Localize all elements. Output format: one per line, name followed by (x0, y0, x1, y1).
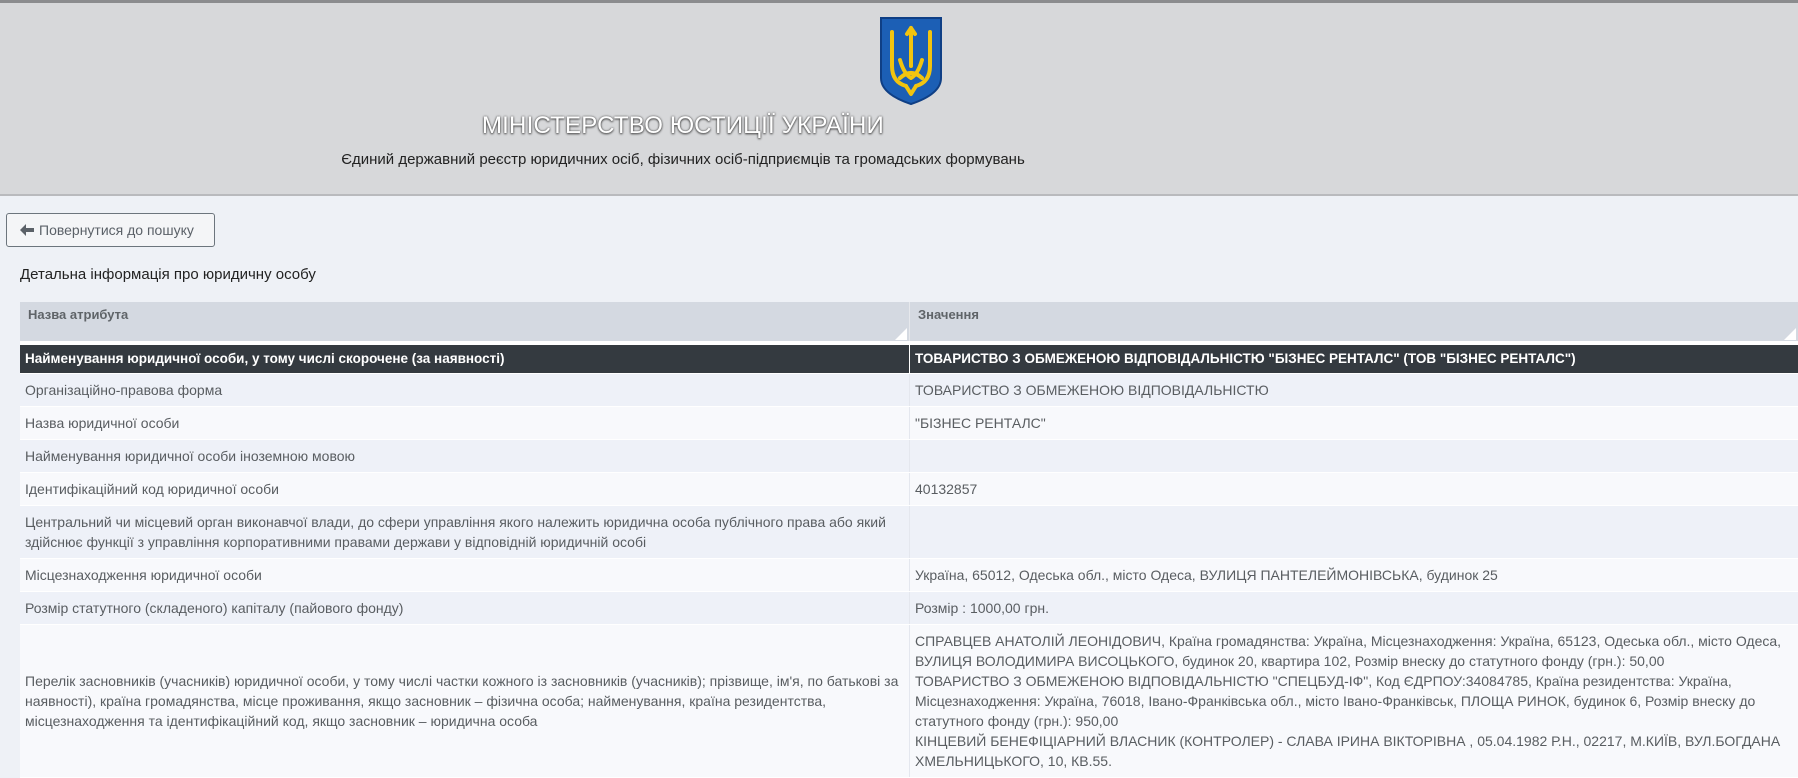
value-cell (909, 506, 1798, 558)
attribute-cell: Центральний чи місцевий орган виконавчої влади, до сфери управління якого належить юридична особа публічного права або який здійснює функції з управління корпоративними правами держави у відповідній юридичній особі (25, 514, 886, 550)
ukraine-coat-of-arms-icon (878, 16, 944, 106)
table-row (20, 592, 1798, 625)
arrow-left-icon (19, 224, 35, 236)
value-column-header[interactable]: Значення (909, 302, 1798, 341)
back-button-label: Повернутися до пошуку (39, 222, 194, 238)
section-title: Детальна інформація про юридичну особу (20, 266, 316, 283)
attribute-cell: Назва юридичної особи (25, 415, 180, 431)
attribute-cell: Місцезнаходження юридичної особи (25, 567, 262, 583)
site-header (0, 0, 1798, 196)
attribute-column-header[interactable]: Назва атрибута (20, 302, 909, 341)
attribute-cell: Перелік засновників (учасників) юридичної особи, у тому числі частки кожного із засновників (учасників); прізвище, ім'я, по батькові за наявності), країна громадянства, місце проживання, якщо засновник – фізична особа; найменування, країна резидентства, місцезнаходження та ідентифікаційний код, якщо засновник – юридична особа (25, 673, 899, 729)
founder-entry: ТОВАРИСТВО З ОБМЕЖЕНОЮ ВІДПОВІДАЛЬНІСТЮ "СПЕЦБУД-ІФ", Код ЄДРПОУ:34084785, Країна резидентства: Україна, Місцезнаходження: Україна, 76018, Івано-Франківська обл., місто Івано-Франківськ, ПЛОЩА РИНОК, будинок 6, Розмір внеску до статутного фонду (грн.): 950,00 (915, 673, 1756, 729)
value-cell: "БІЗНЕС РЕНТАЛС" (909, 407, 1798, 439)
table-row (20, 506, 1798, 559)
details-table (20, 302, 1798, 778)
attribute-cell: Ідентифікаційний код юридичної особи (25, 481, 279, 497)
table-row (20, 407, 1798, 440)
table-row (20, 559, 1798, 592)
attribute-cell: Найменування юридичної особи, у тому числі скорочене (за наявності) (25, 351, 505, 366)
founder-entry: СПРАВЦЕВ АНАТОЛІЙ ЛЕОНІДОВИЧ, Країна громадянства: Україна, Місцезнаходження: Україна, 65123, Одеська обл., місто Одеса, ВУЛИЦЯ ВОЛОДИМИРА ВИСОЦЬКОГО, будинок 20, квартира 102, Розмір внеску до статутного фонду (грн.): 50,00 (915, 633, 1782, 669)
value-cell: ТОВАРИСТВО З ОБМЕЖЕНОЮ ВІДПОВІДАЛЬНІСТЮ "БІЗНЕС РЕНТАЛС" (ТОВ "БІЗНЕС РЕНТАЛС") (909, 345, 1798, 373)
attribute-cell: Найменування юридичної особи іноземною мовою (25, 448, 356, 464)
table-row (20, 345, 1798, 374)
value-cell: ТОВАРИСТВО З ОБМЕЖЕНОЮ ВІДПОВІДАЛЬНІСТЮ (909, 374, 1798, 406)
founders-value-cell (909, 625, 1798, 777)
registry-subtitle: Єдиний державний реєстр юридичних осіб, фізичних осіб-підприємців та громадських формувань (341, 151, 1025, 168)
table-row (20, 374, 1798, 407)
table-row (20, 625, 1798, 778)
sort-corner-icon (1784, 328, 1796, 340)
table-row (20, 473, 1798, 506)
attribute-cell: Розмір статутного (складеного) капіталу (пайового фонду) (25, 600, 404, 616)
value-cell: Україна, 65012, Одеська обл., місто Одеса, ВУЛИЦЯ ПАНТЕЛЕЙМОНІВСЬКА, будинок 25 (909, 559, 1798, 591)
value-cell: 40132857 (909, 473, 1798, 505)
ministry-title: МІНІСТЕРСТВО ЮСТИЦІЇ УКРАЇНИ (481, 112, 884, 139)
value-cell: Розмір : 1000,00 грн. (909, 592, 1798, 624)
table-header (20, 302, 1798, 345)
attribute-cell: Організаційно-правова форма (25, 382, 223, 398)
sort-corner-icon (895, 328, 907, 340)
value-cell (909, 440, 1798, 472)
beneficiary-entry: КІНЦЕВИЙ БЕНЕФІЦІАРНИЙ ВЛАСНИК (КОНТРОЛЕР) - СЛАВА ІРИНА ВІКТОРІВНА , 05.04.1982 Р.Н., 02217, М.КИЇВ, ВУЛ.БОГДАНА ХМЕЛЬНИЦЬКОГО, 10, КВ.55. (915, 733, 1781, 769)
back-to-search-button[interactable] (6, 213, 215, 247)
table-row (20, 440, 1798, 473)
